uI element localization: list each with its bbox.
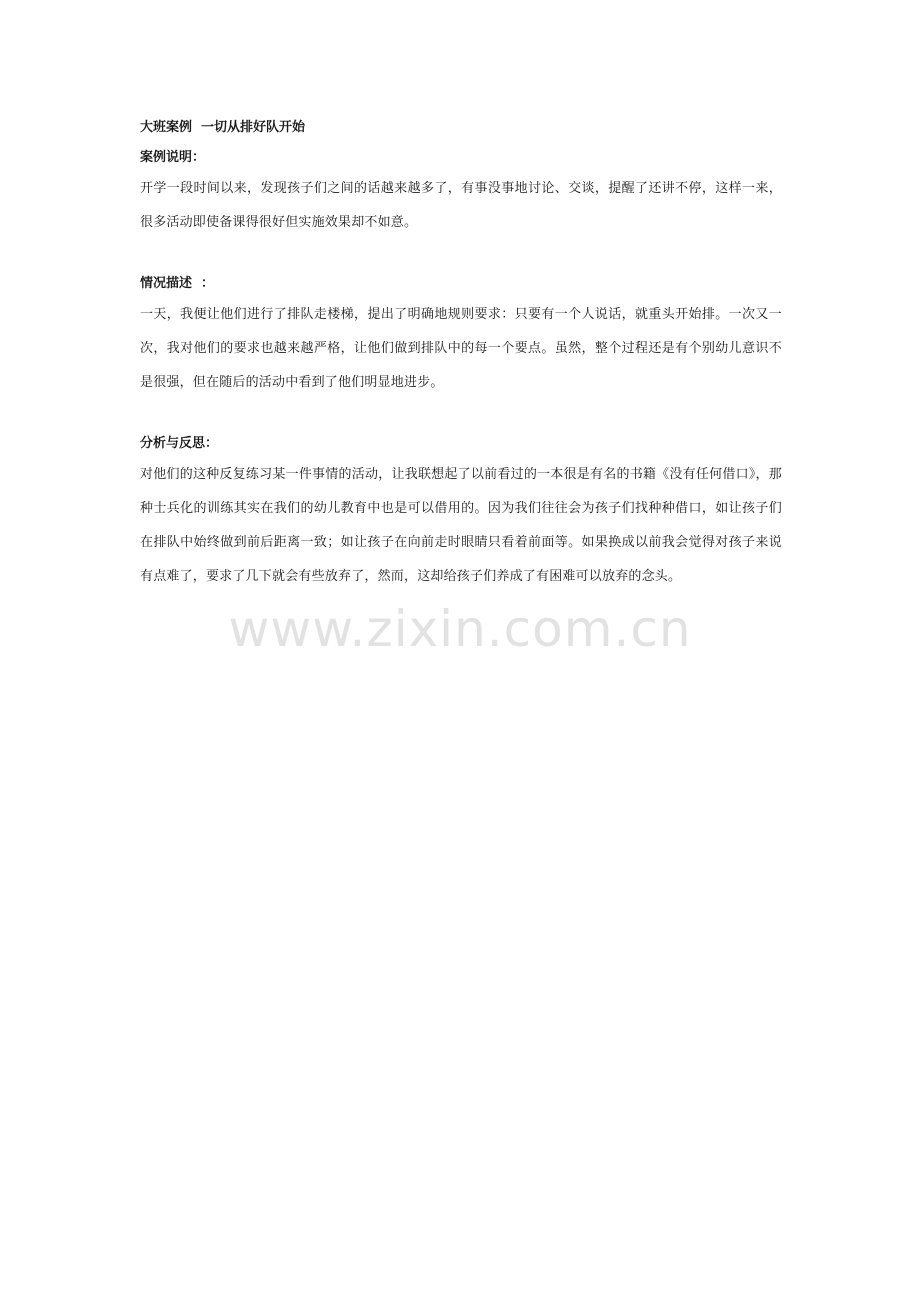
- spacer: [140, 240, 782, 270]
- watermark: www.zixin.com.cn: [228, 600, 692, 658]
- section-heading-case-description: 案例说明：: [140, 150, 206, 165]
- section-heading-situation: 情况描述 ：: [140, 276, 215, 291]
- section-heading-analysis: 分析与反思：: [140, 436, 219, 451]
- document-title: 大班案例 一切从排好队开始: [140, 120, 306, 135]
- section-text-case-description: 开学一段时间以来，发现孩子们之间的话越来越多了，有事没事地讨论、交谈，提醒了还讲不停，这样一来，很多活动即使备课得很好但实施效果却不如意。: [140, 181, 782, 230]
- section-text-situation: 一天，我便让他们进行了排队走楼梯，提出了明确地规则要求：只要有一个人说话，就重头开始排。一次又一次，我对他们的要求也越来越严格，让他们做到排队中的每一个要点。虽然，整个过程还是有个别幼儿意识不是很强，但在随后的活动中看到了他们明显地进步。: [140, 307, 782, 390]
- document-body: [140, 114, 782, 594]
- section-text-analysis: 对他们的这种反复练习某一件事情的活动，让我联想起了以前看过的一本很是有名的书籍《没有任何借口》，那种士兵化的训练其实在我们的幼儿教育中也是可以借用的。因为我们往往会为孩子们找种种借口，如让孩子们在排队中始终做到前后距离一致；如让孩子在向前走时眼睛只看着前面等。如果换成以前我会觉得对孩子来说有点难了，要求了几下就会有些放弃了，然而，这却给孩子们养成了有困难可以放弃的念头。: [140, 467, 782, 584]
- spacer: [140, 400, 782, 430]
